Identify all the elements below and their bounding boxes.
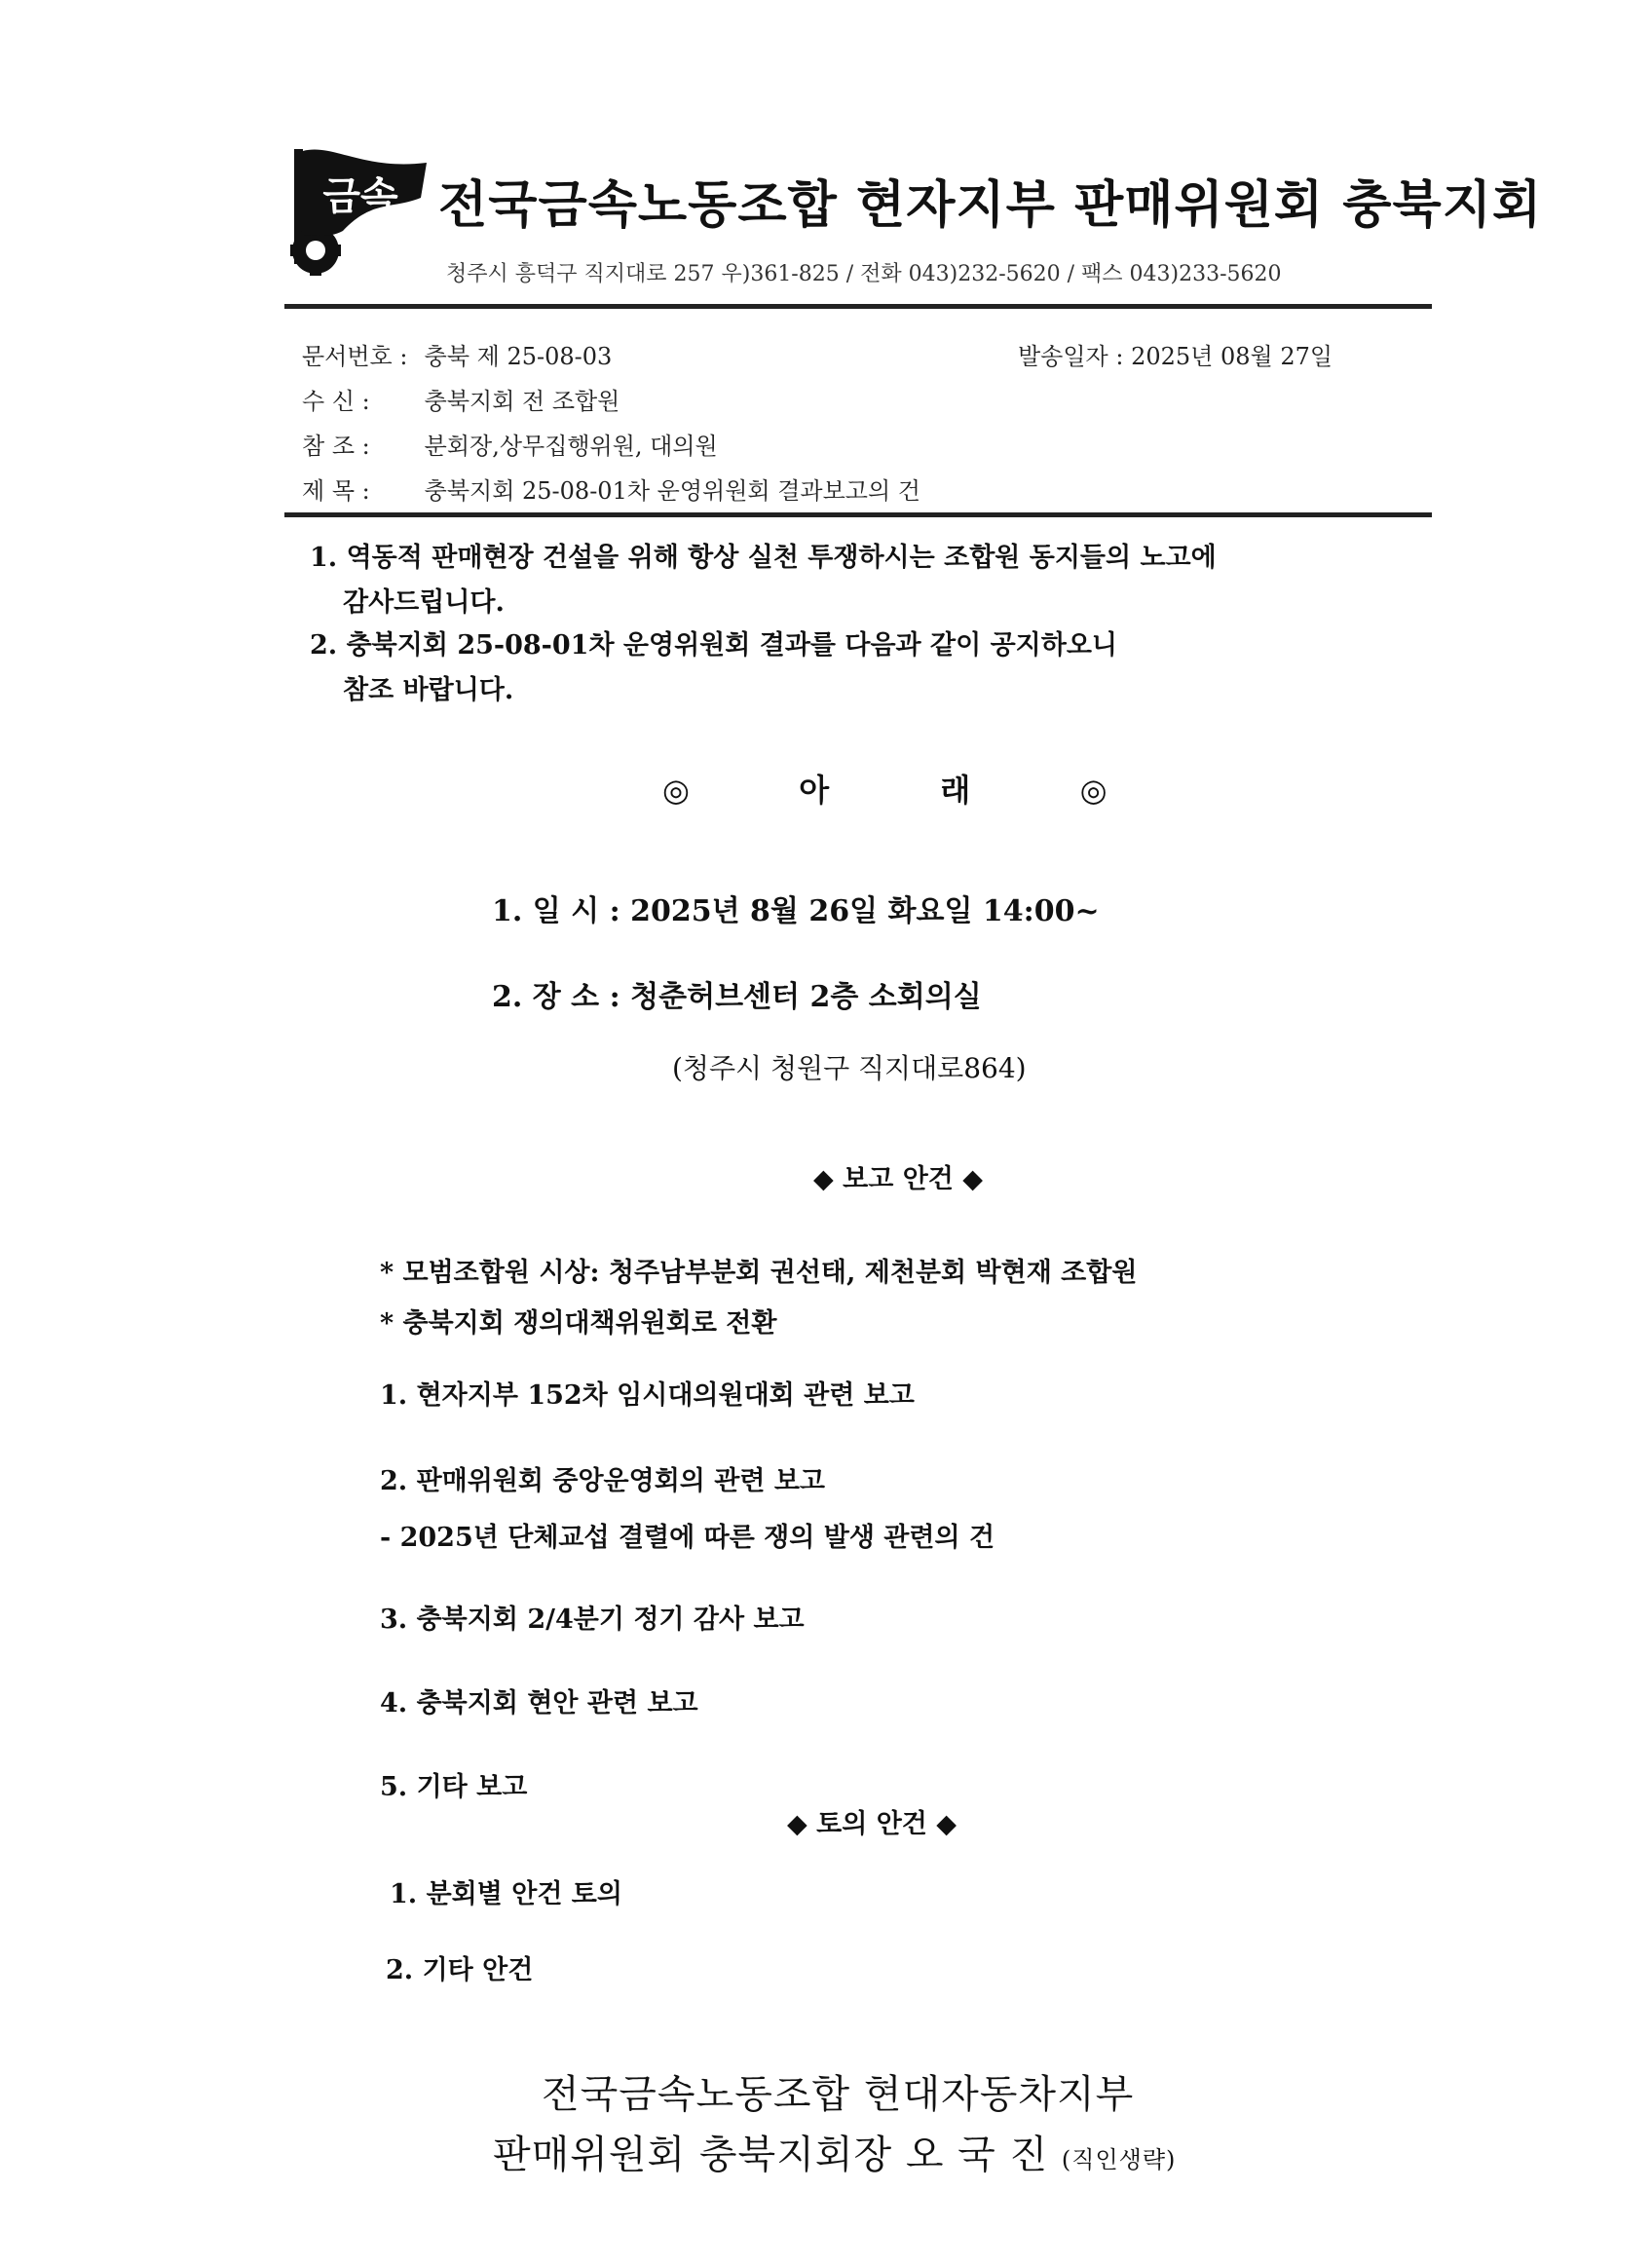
header-divider [284,304,1432,309]
subject-label: 제 목 : [302,477,370,505]
notice-mark-left: ◎ [662,772,694,809]
recipient: 충북지회 전 조합원 [424,388,620,415]
report-star-2: * 충북지회 쟁의대책위원회로 전환 [380,1308,777,1339]
org-title: 전국금속노동조합 현자지부 판매위원회 충북지회 [438,176,1543,235]
union-logo [284,141,431,278]
paragraph-1 [310,536,1362,625]
paragraph-1-line-2: 감사드립니다. [343,587,505,618]
meeting-address: (청주시 청원구 직지대로864) [672,1052,1027,1084]
notice-mark-right: ◎ [1079,772,1111,809]
doc-number-row [302,337,612,371]
org-address: 청주시 흥덕구 직지대로 257 우)361-825 / 전화 043)232-5620 / 팩스 043)233-5620 [446,262,1282,286]
report-item-1: 1. 현자지부 152차 임시대의원대회 관련 보고 [380,1380,915,1411]
report-item-5: 5. 기타 보고 [380,1772,528,1802]
report-star-1: * 모범조합원 시상: 청주남부분회 권선태, 제천분회 박현재 조합원 [380,1258,1138,1288]
report-item-3: 3. 충북지회 2/4분기 정기 감사 보고 [380,1605,805,1635]
meeting-place: 2. 장 소 : 청춘허브센터 2층 소회의실 [492,980,982,1014]
recipient-row [302,382,620,416]
subject: 충북지회 25-08-01차 운영위원회 결과보고의 건 [424,477,920,505]
footer-org: 전국금속노동조합 현대자동차지부 [542,2072,1135,2117]
reference: 분회장,상무집행위원, 대의원 [424,433,718,460]
reference-label: 참 조 : [302,433,370,460]
doc-number: 충북 제 25-08-03 [424,343,613,370]
recipient-label: 수 신 : [302,388,370,415]
report-heading: ◆ 보고 안건 ◆ [813,1164,984,1194]
footer-signatory [493,2124,1176,2179]
notice-title [662,766,1111,811]
doc-number-label: 문서번호 : [302,343,408,370]
discussion-heading: ◆ 토의 안건 ◆ [787,1809,957,1839]
discussion-item-1: 1. 분회별 안건 토의 [390,1879,622,1909]
send-date: 발송일자 : 2025년 08월 27일 [1018,343,1333,370]
report-item-2-sub: - 2025년 단체교섭 결렬에 따른 쟁의 발생 관련의 건 [380,1523,995,1553]
meeting-date: 1. 일 시 : 2025년 8월 26일 화요일 14:00~ [492,894,1100,928]
footer-seal-note: (직인생략) [1061,2146,1177,2173]
report-item-2: 2. 판매위원회 중앙운영회의 관련 보고 [380,1466,826,1496]
paragraph-2-line-1: 2. 충북지회 25-08-01차 운영위원회 결과를 다음과 같이 공지하오니 [310,630,1118,661]
svg-text:금속: 금속 [322,174,398,219]
paragraph-2 [310,623,1362,713]
notice-word-1: 아 [799,772,834,809]
reference-row [302,427,718,461]
notice-word-2: 래 [940,772,975,809]
paragraph-1-line-1: 1. 역동적 판매현장 건설을 위해 항상 실천 투쟁하시는 조합원 동지들의 노고에 [310,543,1217,573]
subject-row [302,472,920,506]
report-item-4: 4. 충북지회 현안 관련 보고 [380,1688,698,1718]
footer-signatory-name: 판매위원회 충북지회장 오 국 진 [493,2133,1049,2177]
meta-divider [284,512,1432,517]
discussion-item-2: 2. 기타 안건 [386,1955,534,1985]
paragraph-2-line-2: 참조 바랍니다. [343,675,514,705]
union-logo-icon [284,141,431,278]
